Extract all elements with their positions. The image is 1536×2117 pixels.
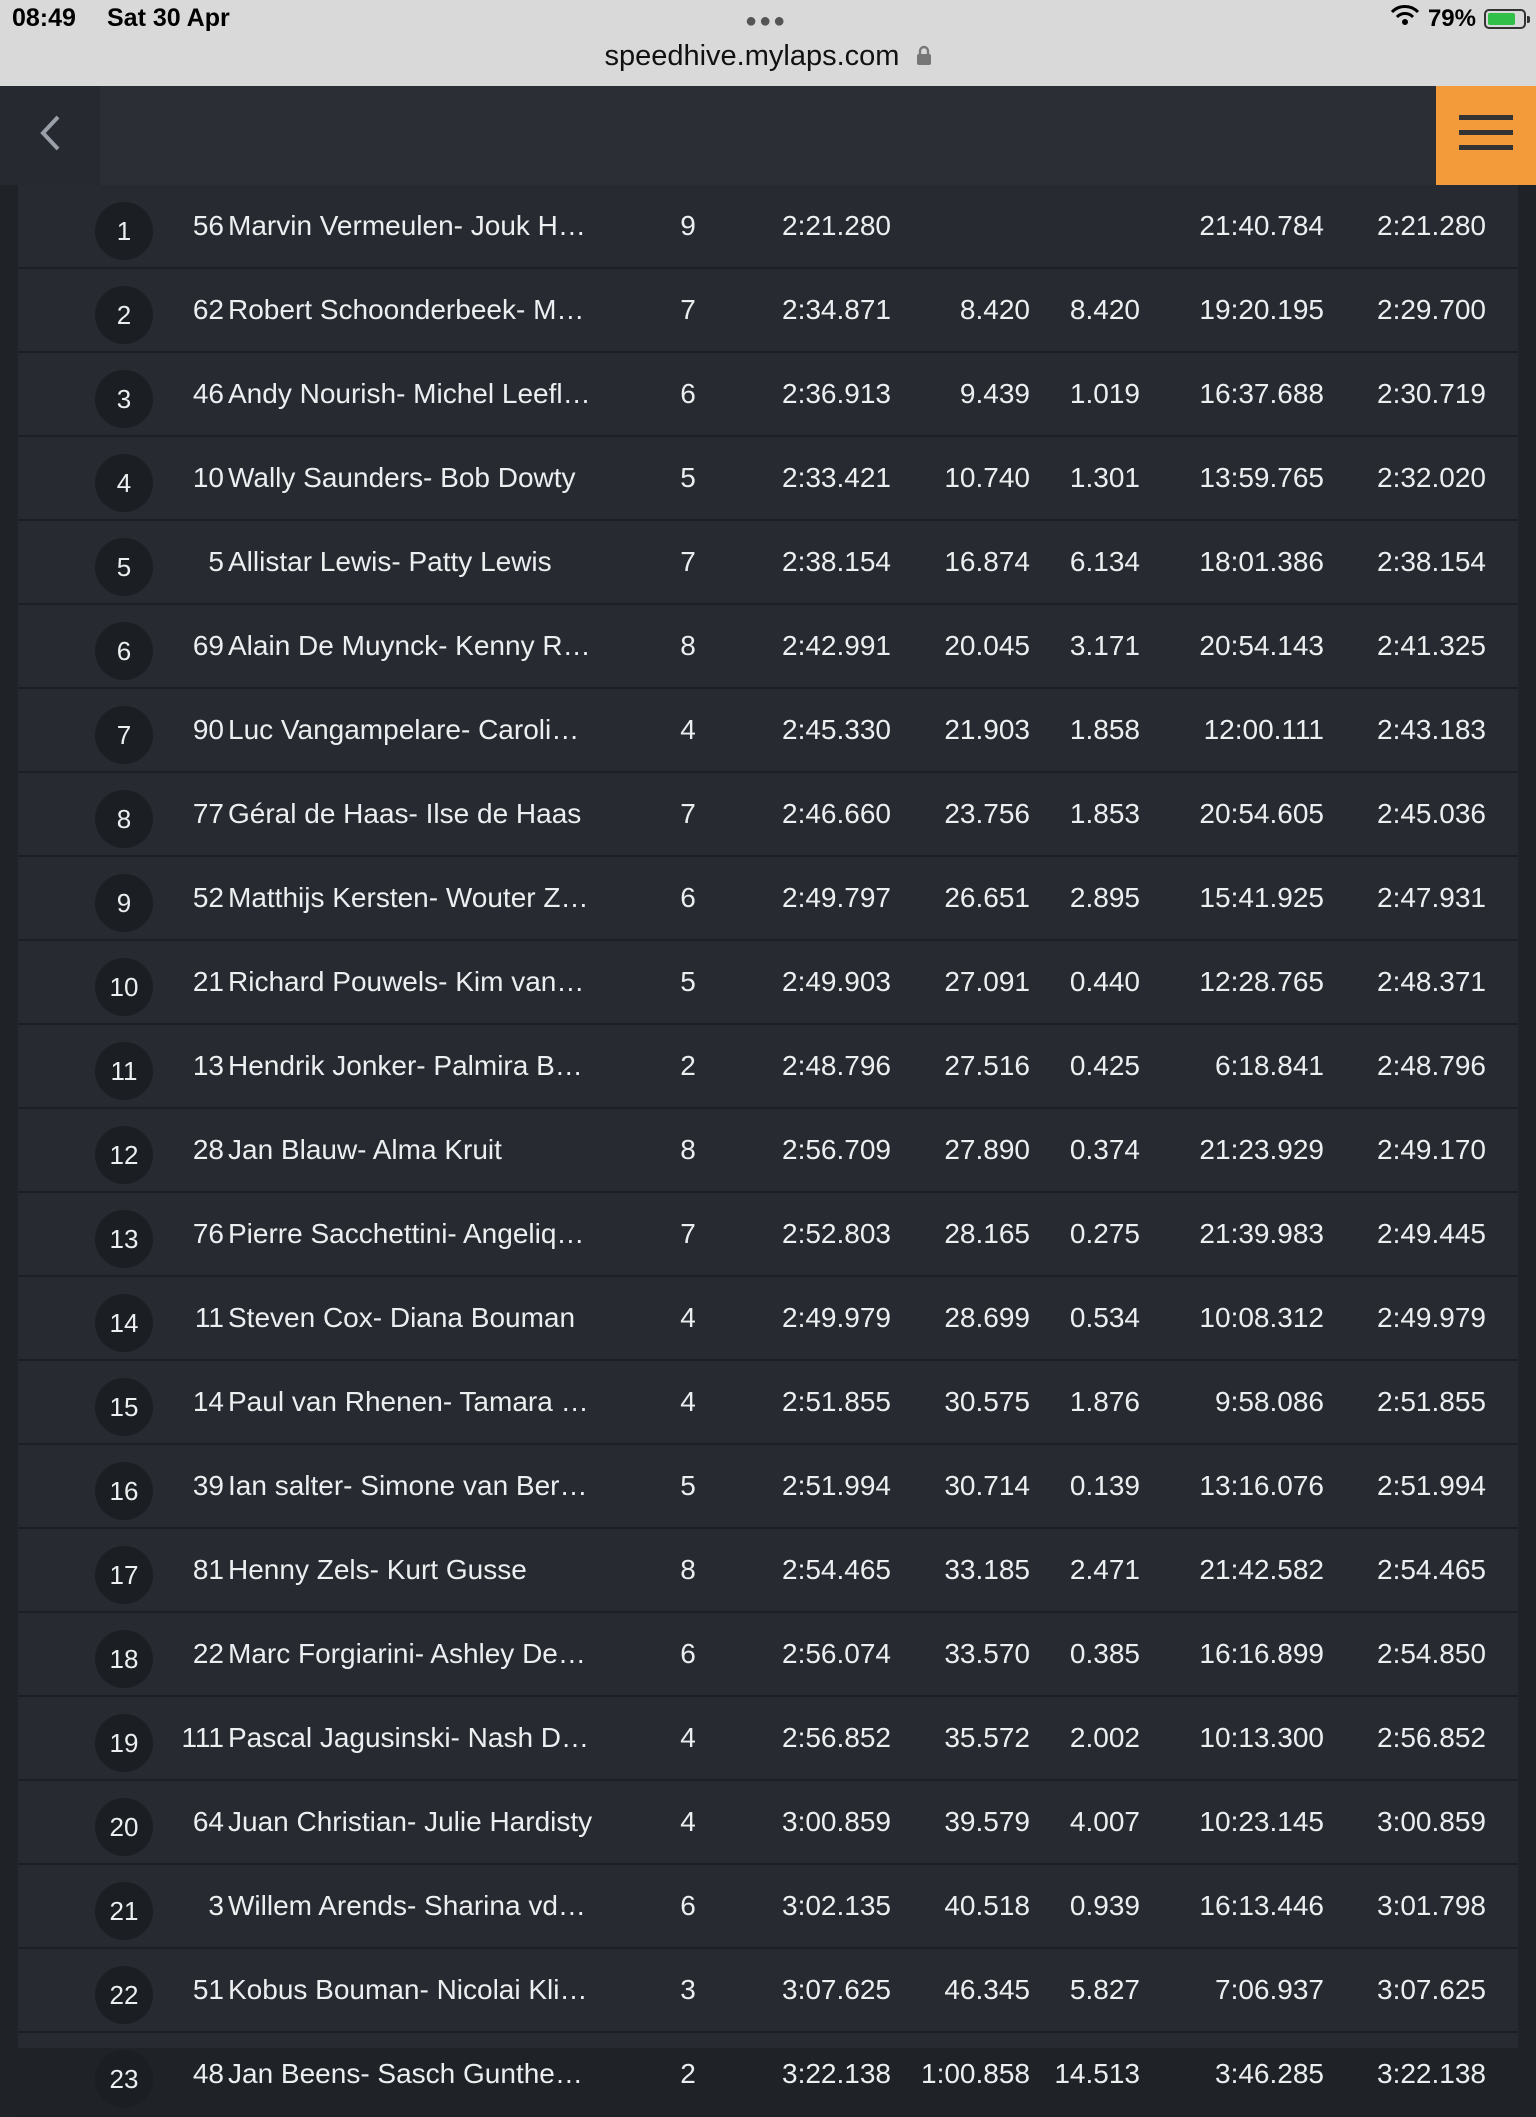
cell-gap: 27.516 — [944, 1050, 1030, 1081]
cell-laps: 4 — [680, 1386, 696, 1417]
cell-total: 10:08.312 — [1199, 1302, 1324, 1333]
battery-charging-icon — [1484, 9, 1526, 29]
cell-pos: 6 — [95, 622, 153, 680]
cell-name: Andy Nourish- Michel Leefl… — [228, 378, 591, 409]
cell-name: Willem Arends- Sharina vd… — [228, 1890, 586, 1921]
cell-pos: 16 — [95, 1462, 153, 1520]
status-date: Sat 30 Apr — [107, 4, 230, 32]
cell-total: 16:16.899 — [1199, 1638, 1324, 1669]
cell-num: 46 — [192, 378, 224, 409]
cell-last: 3:01.798 — [1377, 1890, 1486, 1921]
cell-diff: 0.139 — [1069, 1470, 1140, 1501]
cell-best: 2:49.797 — [782, 882, 891, 913]
cell-pos: 9 — [95, 874, 153, 932]
status-indicators — [1390, 4, 1526, 33]
cell-diff: 5.827 — [1069, 1974, 1140, 2005]
cell-total: 20:54.143 — [1199, 630, 1324, 661]
cell-gap: 39.579 — [944, 1806, 1030, 1837]
cell-pos: 7 — [95, 706, 153, 764]
cell-last: 3:07.625 — [1377, 1974, 1486, 2005]
cell-last: 3:22.138 — [1377, 2058, 1486, 2089]
cell-gap: 40.518 — [944, 1890, 1030, 1921]
cell-num: 77 — [192, 798, 224, 829]
cell-total: 7:06.937 — [1215, 1974, 1324, 2005]
cell-best: 2:49.903 — [782, 966, 891, 997]
cell-name: Jan Blauw- Alma Kruit — [228, 1134, 502, 1165]
table-row[interactable] — [18, 1445, 1518, 1529]
cell-pos: 1 — [95, 202, 153, 260]
cell-pos: 18 — [95, 1630, 153, 1688]
cell-laps: 7 — [680, 798, 696, 829]
cell-diff: 0.534 — [1069, 1302, 1140, 1333]
table-row[interactable] — [18, 1865, 1518, 1949]
cell-diff: 0.440 — [1069, 966, 1140, 997]
table-row[interactable] — [18, 605, 1518, 689]
cell-diff: 1.019 — [1069, 378, 1140, 409]
cell-pos: 21 — [95, 1882, 153, 1940]
cell-gap: 27.890 — [944, 1134, 1030, 1165]
cell-total: 19:20.195 — [1199, 294, 1324, 325]
cell-best: 2:46.660 — [782, 798, 891, 829]
cell-laps: 2 — [680, 1050, 696, 1081]
cell-last: 2:38.154 — [1377, 546, 1486, 577]
cell-name: Paul van Rhenen- Tamara … — [228, 1386, 589, 1417]
cell-laps: 6 — [680, 378, 696, 409]
cell-gap: 30.714 — [944, 1470, 1030, 1501]
cell-best: 2:38.154 — [782, 546, 891, 577]
cell-last: 2:45.036 — [1377, 798, 1486, 829]
cell-pos: 23 — [95, 2050, 153, 2108]
app-header — [0, 86, 1536, 185]
table-row[interactable] — [18, 689, 1518, 773]
cell-laps: 4 — [680, 1722, 696, 1753]
cell-diff: 0.385 — [1069, 1638, 1140, 1669]
table-row[interactable] — [18, 2033, 1518, 2117]
cell-best: 2:56.852 — [782, 1722, 891, 1753]
cell-name: Jan Beens- Sasch Gunthe… — [228, 2058, 583, 2089]
cell-best: 2:48.796 — [782, 1050, 891, 1081]
table-row[interactable] — [18, 185, 1518, 269]
cell-pos: 2 — [95, 286, 153, 344]
cell-name: Géral de Haas- Ilse de Haas — [228, 798, 582, 829]
cell-num: 13 — [192, 1050, 224, 1081]
cell-num: 10 — [192, 462, 224, 493]
cell-name: Matthijs Kersten- Wouter Z… — [228, 882, 589, 913]
cell-name: Alain De Muynck- Kenny R… — [228, 630, 591, 661]
cell-name: Pierre Sacchettini- Angeliq… — [228, 1218, 585, 1249]
cell-name: Marc Forgiarini- Ashley De… — [228, 1638, 586, 1669]
cell-name: Wally Saunders- Bob Dowty — [228, 462, 576, 493]
cell-gap: 28.699 — [944, 1302, 1030, 1333]
status-time: 08:49 — [12, 4, 76, 32]
cell-pos: 13 — [95, 1210, 153, 1268]
cell-best: 2:33.421 — [782, 462, 891, 493]
cell-laps: 6 — [680, 1638, 696, 1669]
cell-name: Ian salter- Simone van Ber… — [228, 1470, 588, 1501]
url-text: speedhive.mylaps.com — [604, 40, 900, 72]
cell-num: 48 — [192, 2058, 224, 2089]
cell-name: Richard Pouwels- Kim van… — [228, 966, 585, 997]
cell-laps: 8 — [680, 630, 696, 661]
cell-best: 2:56.074 — [782, 1638, 891, 1669]
cell-name: Kobus Bouman- Nicolai Kli… — [228, 1974, 588, 2005]
cell-num: 22 — [192, 1638, 224, 1669]
cell-gap: 8.420 — [959, 294, 1030, 325]
cell-total: 12:00.111 — [1203, 714, 1324, 745]
lock-icon — [916, 41, 932, 74]
cell-gap: 30.575 — [944, 1386, 1030, 1417]
cell-diff: 8.420 — [1069, 294, 1140, 325]
cell-name: Steven Cox- Diana Bouman — [228, 1302, 576, 1333]
cell-gap: 33.570 — [944, 1638, 1030, 1669]
cell-total: 21:42.582 — [1199, 1554, 1324, 1585]
cell-name: Pascal Jagusinski- Nash D… — [228, 1722, 590, 1753]
cell-total: 18:01.386 — [1199, 546, 1324, 577]
cell-last: 2:43.183 — [1377, 714, 1486, 745]
address-bar[interactable] — [0, 40, 1536, 74]
cell-total: 21:39.983 — [1199, 1218, 1324, 1249]
table-row[interactable] — [18, 1193, 1518, 1277]
cell-best: 3:22.138 — [782, 2058, 891, 2089]
cell-best: 3:00.859 — [782, 1806, 891, 1837]
cell-laps: 7 — [680, 546, 696, 577]
cell-laps: 8 — [680, 1134, 696, 1165]
cell-diff: 1.876 — [1069, 1386, 1140, 1417]
cell-last: 2:48.796 — [1377, 1050, 1486, 1081]
cell-num: 14 — [192, 1386, 224, 1417]
cell-last: 2:29.700 — [1377, 294, 1486, 325]
cell-name: Juan Christian- Julie Hardisty — [228, 1806, 593, 1837]
cell-num: 28 — [192, 1134, 224, 1165]
cell-pos: 5 — [95, 538, 153, 596]
cell-laps: 5 — [680, 966, 696, 997]
table-row[interactable] — [18, 1949, 1518, 2033]
cell-gap: 46.345 — [944, 1974, 1030, 2005]
table-row[interactable] — [18, 1025, 1518, 1109]
cell-total: 10:23.145 — [1199, 1806, 1324, 1837]
cell-diff: 0.939 — [1069, 1890, 1140, 1921]
cell-best: 3:02.135 — [782, 1890, 891, 1921]
cell-last: 2:51.855 — [1377, 1386, 1486, 1417]
cell-gap: 20.045 — [944, 630, 1030, 661]
table-row[interactable] — [18, 1697, 1518, 1781]
cell-total: 6:18.841 — [1215, 1050, 1324, 1081]
cell-num: 51 — [192, 1974, 224, 2005]
cell-last: 2:49.445 — [1377, 1218, 1486, 1249]
cell-diff: 1.301 — [1069, 462, 1140, 493]
cell-total: 3:46.285 — [1215, 2058, 1324, 2089]
cell-total: 21:23.929 — [1199, 1134, 1324, 1165]
cell-last: 2:48.371 — [1377, 966, 1486, 997]
cell-pos: 15 — [95, 1378, 153, 1436]
cell-total: 13:59.765 — [1199, 462, 1324, 493]
table-row[interactable] — [18, 269, 1518, 353]
cell-pos: 22 — [95, 1966, 153, 2024]
battery-level-fill — [1488, 13, 1515, 25]
cell-pos: 19 — [95, 1714, 153, 1772]
cell-name: Marvin Vermeulen- Jouk H… — [228, 210, 586, 241]
cell-laps: 9 — [680, 210, 696, 241]
cell-num: 56 — [192, 210, 224, 241]
cell-pos: 12 — [95, 1126, 153, 1184]
cell-last: 2:49.979 — [1377, 1302, 1486, 1333]
cell-diff: 0.425 — [1069, 1050, 1140, 1081]
table-row[interactable] — [18, 941, 1518, 1025]
more-dots-icon[interactable]: ●●● — [745, 10, 788, 32]
cell-total: 20:54.605 — [1199, 798, 1324, 829]
cell-num: 62 — [192, 294, 224, 325]
cell-pos: 14 — [95, 1294, 153, 1352]
cell-best: 3:07.625 — [782, 1974, 891, 2005]
cell-gap: 21.903 — [944, 714, 1030, 745]
cell-last: 2:30.719 — [1377, 378, 1486, 409]
cell-total: 9:58.086 — [1215, 1386, 1324, 1417]
cell-num: 11 — [194, 1302, 224, 1333]
cell-num: 39 — [192, 1470, 224, 1501]
cell-diff: 0.374 — [1069, 1134, 1140, 1165]
results-table — [18, 185, 1518, 2094]
cell-gap: 27.091 — [944, 966, 1030, 997]
cell-pos: 3 — [95, 370, 153, 428]
table-row[interactable] — [18, 437, 1518, 521]
back-button[interactable] — [0, 86, 100, 185]
cell-laps: 4 — [680, 1302, 696, 1333]
cell-last: 2:47.931 — [1377, 882, 1486, 913]
cell-diff: 3.171 — [1069, 630, 1140, 661]
cell-best: 2:34.871 — [782, 294, 891, 325]
cell-num: 5 — [208, 546, 224, 577]
cell-gap: 35.572 — [944, 1722, 1030, 1753]
cell-num: 90 — [192, 714, 224, 745]
cell-laps: 7 — [680, 1218, 696, 1249]
cell-diff: 1.858 — [1069, 714, 1140, 745]
cell-best: 2:56.709 — [782, 1134, 891, 1165]
cell-laps: 5 — [680, 462, 696, 493]
menu-button[interactable] — [1436, 86, 1536, 185]
cell-laps: 5 — [680, 1470, 696, 1501]
cell-best: 2:49.979 — [782, 1302, 891, 1333]
cell-last: 3:00.859 — [1377, 1806, 1486, 1837]
cell-laps: 4 — [680, 714, 696, 745]
cell-total: 13:16.076 — [1199, 1470, 1324, 1501]
cell-laps: 2 — [680, 2058, 696, 2089]
cell-diff: 4.007 — [1069, 1806, 1140, 1837]
chevron-left-icon — [38, 114, 62, 157]
cell-name: Luc Vangampelare- Caroli… — [228, 714, 580, 745]
cell-pos: 8 — [95, 790, 153, 848]
cell-total: 10:13.300 — [1199, 1722, 1324, 1753]
cell-total: 21:40.784 — [1199, 210, 1324, 241]
table-row[interactable] — [18, 1529, 1518, 1613]
cell-gap: 10.740 — [944, 462, 1030, 493]
cell-last: 2:41.325 — [1377, 630, 1486, 661]
table-row[interactable] — [18, 1109, 1518, 1193]
cell-gap: 9.439 — [959, 378, 1030, 409]
cell-last: 2:21.280 — [1377, 210, 1486, 241]
cell-diff: 1.853 — [1069, 798, 1140, 829]
cell-laps: 3 — [680, 1974, 696, 2005]
cell-best: 2:54.465 — [782, 1554, 891, 1585]
cell-last: 2:56.852 — [1377, 1722, 1486, 1753]
cell-laps: 8 — [680, 1554, 696, 1585]
cell-diff: 6.134 — [1069, 546, 1140, 577]
cell-num: 111 — [181, 1722, 224, 1753]
cell-laps: 6 — [680, 1890, 696, 1921]
cell-last: 2:51.994 — [1377, 1470, 1486, 1501]
status-bar — [0, 0, 1536, 86]
battery-tip — [1527, 16, 1530, 23]
cell-diff: 2.471 — [1069, 1554, 1140, 1585]
wifi-icon — [1390, 4, 1420, 33]
cell-gap: 23.756 — [944, 798, 1030, 829]
cell-pos: 17 — [95, 1546, 153, 1604]
cell-best: 2:51.855 — [782, 1386, 891, 1417]
cell-diff: 2.895 — [1069, 882, 1140, 913]
cell-diff: 14.513 — [1054, 2058, 1140, 2089]
cell-last: 2:32.020 — [1377, 462, 1486, 493]
cell-num: 3 — [208, 1890, 224, 1921]
cell-last: 2:54.465 — [1377, 1554, 1486, 1585]
table-row[interactable] — [18, 857, 1518, 941]
cell-num: 52 — [192, 882, 224, 913]
cell-num: 81 — [192, 1554, 224, 1585]
cell-pos: 4 — [95, 454, 153, 512]
cell-gap: 26.651 — [944, 882, 1030, 913]
cell-gap: 28.165 — [944, 1218, 1030, 1249]
table-row[interactable] — [18, 353, 1518, 437]
table-row[interactable] — [18, 773, 1518, 857]
cell-num: 76 — [192, 1218, 224, 1249]
cell-best: 2:51.994 — [782, 1470, 891, 1501]
cell-pos: 10 — [95, 958, 153, 1016]
cell-name: Allistar Lewis- Patty Lewis — [228, 546, 552, 577]
cell-total: 12:28.765 — [1199, 966, 1324, 997]
battery-percent: 79% — [1427, 4, 1476, 32]
cell-last: 2:54.850 — [1377, 1638, 1486, 1669]
table-row[interactable] — [18, 1781, 1518, 1865]
cell-name: Henny Zels- Kurt Gusse — [228, 1554, 527, 1585]
table-row[interactable] — [18, 1361, 1518, 1445]
cell-num: 69 — [192, 630, 224, 661]
cell-laps: 4 — [680, 1806, 696, 1837]
table-row[interactable] — [18, 1277, 1518, 1361]
hamburger-menu-icon — [1459, 113, 1513, 158]
cell-last: 2:49.170 — [1377, 1134, 1486, 1165]
cell-pos: 20 — [95, 1798, 153, 1856]
cell-diff: 2.002 — [1069, 1722, 1140, 1753]
cell-gap: 16.874 — [944, 546, 1030, 577]
table-row[interactable] — [18, 1613, 1518, 1697]
cell-total: 16:13.446 — [1199, 1890, 1324, 1921]
cell-gap: 33.185 — [944, 1554, 1030, 1585]
cell-diff: 0.275 — [1069, 1218, 1140, 1249]
cell-best: 2:21.280 — [782, 210, 891, 241]
table-row[interactable] — [18, 521, 1518, 605]
cell-best: 2:36.913 — [782, 378, 891, 409]
cell-name: Hendrik Jonker- Palmira B… — [228, 1050, 583, 1081]
cell-best: 2:45.330 — [782, 714, 891, 745]
cell-best: 2:52.803 — [782, 1218, 891, 1249]
cell-laps: 6 — [680, 882, 696, 913]
cell-num: 21 — [192, 966, 224, 997]
cell-pos: 11 — [95, 1042, 153, 1100]
cell-laps: 7 — [680, 294, 696, 325]
cell-total: 16:37.688 — [1199, 378, 1324, 409]
cell-name: Robert Schoonderbeek- M… — [228, 294, 585, 325]
cell-gap: 1:00.858 — [921, 2058, 1030, 2089]
cell-num: 64 — [192, 1806, 224, 1837]
cell-best: 2:42.991 — [782, 630, 891, 661]
cell-total: 15:41.925 — [1199, 882, 1324, 913]
